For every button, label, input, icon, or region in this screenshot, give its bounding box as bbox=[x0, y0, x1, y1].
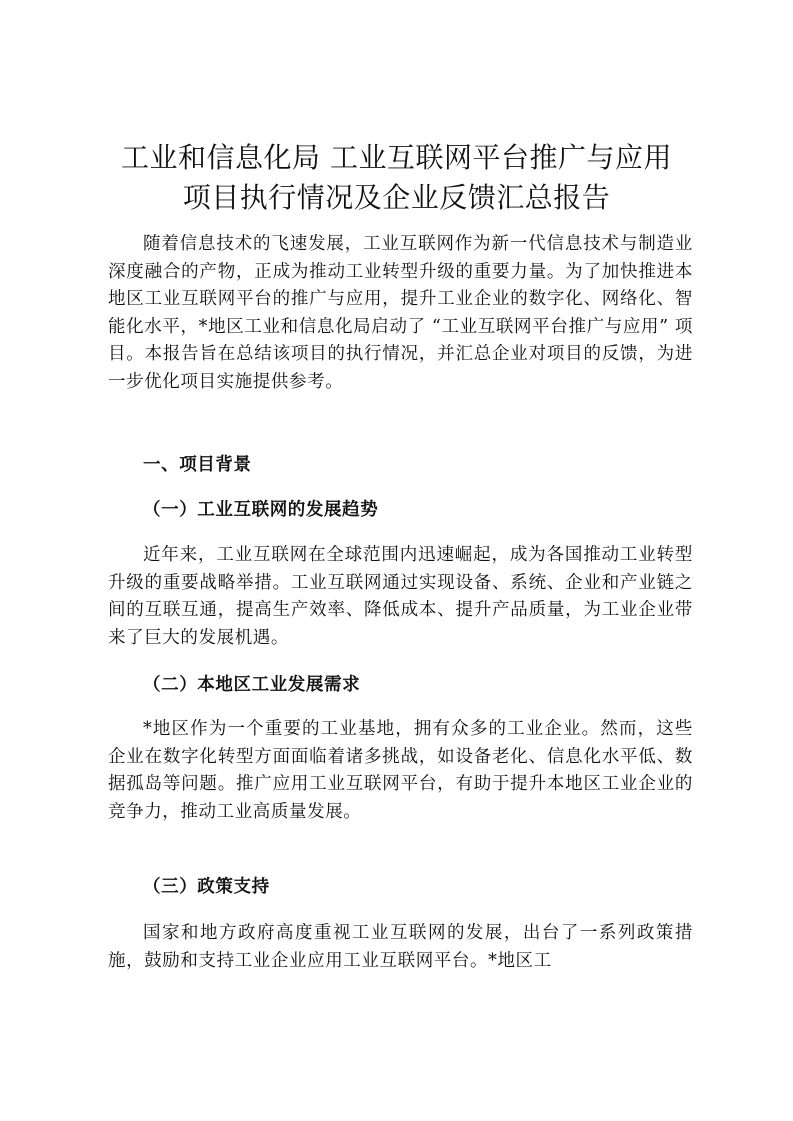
subsection-3-paragraph: 国家和地方政府高度重视工业互联网的发展，出台了一系列政策措施，鼓励和支持工业企业应用工业互联网平台。*地区工 bbox=[108, 923, 693, 971]
section-1-heading: 一、项目背景 bbox=[143, 455, 252, 475]
title-line-2: 项目执行情况及企业反馈汇总报告 bbox=[182, 181, 611, 214]
subsection-1-heading: （一）工业互联网的发展趋势 bbox=[143, 500, 379, 520]
document-title bbox=[96, 138, 697, 218]
subsection-2-paragraph: *地区作为一个重要的工业基地，拥有众多的工业企业。然而，这些企业在数字化转型方面面临着诸多挑战，如设备老化、信息化水平低、数据孤岛等问题。推广应用工业互联网平台，有助于提升本地区工业企业的竞争力，推动工业高质量发展。 bbox=[108, 719, 693, 822]
title-line-1: 工业和信息化局 工业互联网平台推广与应用 bbox=[121, 141, 672, 174]
subsection-2-heading: （二）本地区工业发展需求 bbox=[143, 675, 361, 695]
subsection-1-paragraph: 近年来，工业互联网在全球范围内迅速崛起，成为各国推动工业转型升级的重要战略举措。工业互联网通过实现设备、系统、企业和产业链之间的互联互通，提高生产效率、降低成本、提升产品质量，为工业企业带来了巨大的发展机遇。 bbox=[108, 545, 693, 648]
intro-paragraph: 随着信息技术的飞速发展，工业互联网作为新一代信息技术与制造业深度融合的产物，正成为推动工业转型升级的重要力量。为了加快推进本地区工业互联网平台的推广与应用，提升工业企业的数字化、网络化、智能化水平，*地区工业和信息化局启动了 “工业互联网平台推广与应用” 项目。本报告旨在总结该项目的执行情况，并汇总企业对项目的反馈，为进一步优化项目实施提供参考。 bbox=[108, 234, 693, 392]
subsection-3-heading: （三）政策支持 bbox=[143, 877, 270, 897]
